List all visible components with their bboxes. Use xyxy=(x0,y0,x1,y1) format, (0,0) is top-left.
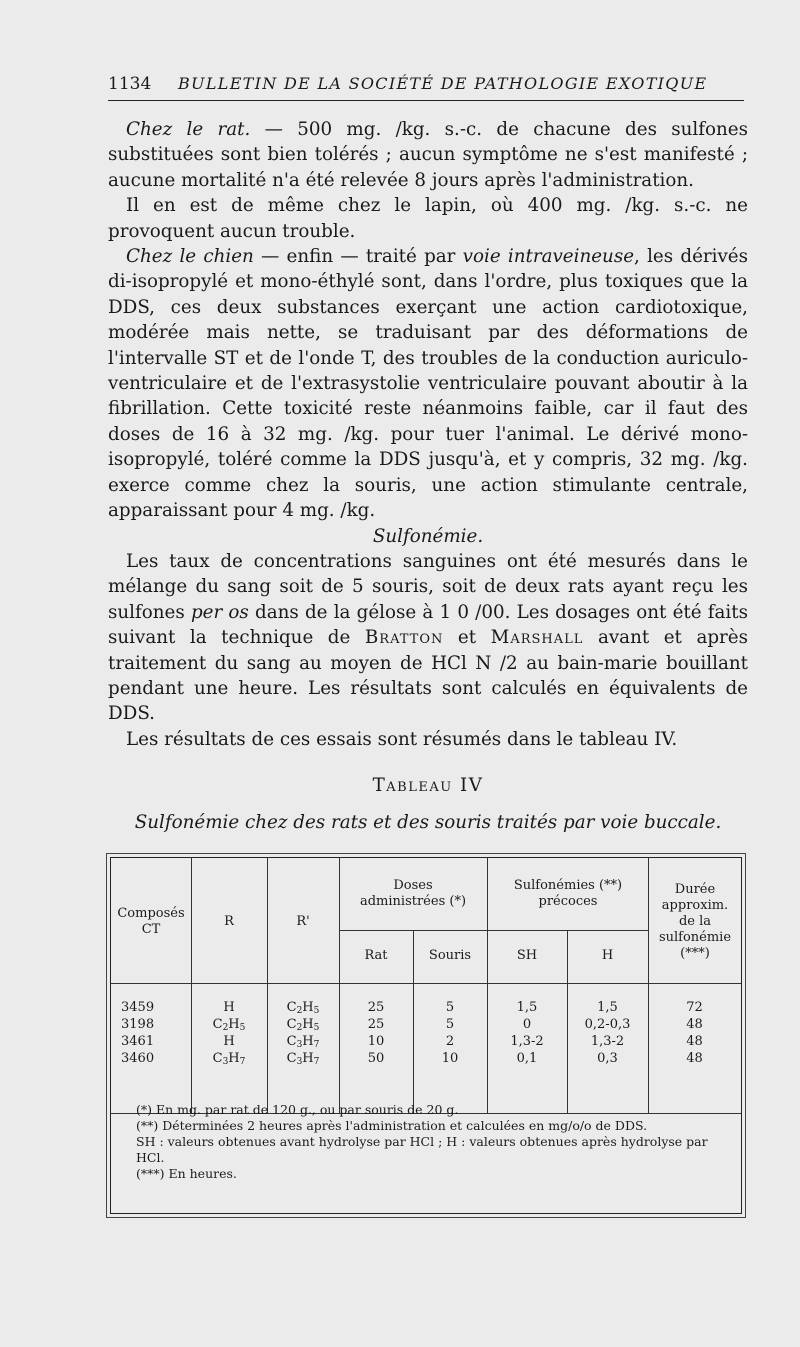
table-cell-h: 0,2-0,3 xyxy=(584,1017,631,1032)
table-cell-r: H xyxy=(223,1000,235,1015)
table-cell-rat: 25 xyxy=(367,1017,385,1032)
table-cell-ct: 3461 xyxy=(121,1034,155,1049)
table-cell-h: 1,5 xyxy=(597,1000,618,1015)
section-title: Sulfonémie. xyxy=(372,525,484,547)
table-cell-ct: 3459 xyxy=(121,1000,155,1015)
table-cell-rat: 50 xyxy=(367,1051,385,1066)
header-rprime: R' xyxy=(296,914,310,929)
table-cell-souris: 5 xyxy=(445,1017,455,1032)
table-notes xyxy=(136,1102,736,1182)
table-cell-sh: 0,1 xyxy=(516,1051,538,1066)
header-duree: Durée approxim. de la sulfonémie (***) xyxy=(658,882,732,961)
note-2: (**) Déterminées 2 heures après l'administration et calculées en mg/o/o de DDS. xyxy=(136,1118,648,1133)
col-divider xyxy=(191,858,192,1113)
table-cell-h: 0,3 xyxy=(597,1051,618,1066)
table-cell-rprime: $C_3H_7$ xyxy=(286,1034,320,1050)
running-title: BULLETIN DE LA SOCIÉTÉ DE PATHOLOGIE EXOTIQUE xyxy=(178,74,708,93)
note-1: (*) En mg. par rat de 120 g., ou par souris de 20 g. xyxy=(136,1102,459,1117)
header-rat: Rat xyxy=(364,948,388,963)
paragraph-chien: Chez le chien — enfin — traité par voie intraveineuse, les dérivés di-isopropylé et mono-éthylé sont, dans l'ordre, plus toxiques que la DDS, ces deux substances exerçant une action cardiotoxique, modérée mais nette, se traduisant par des déformations de l'intervalle ST et de l'onde T, des troubles de la conduction auriculo-ventriculaire et de l'extrasystolie ventriculaire pouvant aboutir à la fibrillation. Cette toxicité reste néanmoins faible, car il faut des doses de 16 à 32 mg. /kg. pour tuer l'animal. Le dérivé mono-isopropylé, toléré comme la DDS jusqu'à, et y compris, 32 mg. /kg. exerce comme chez la souris, une action stimulante centrale, apparaissant pour 4 mg. /kg. xyxy=(108,246,749,522)
note-3: SH : valeurs obtenues avant hydrolyse par HCl ; H : valeurs obtenues après hydrolyse par HCl. xyxy=(136,1134,708,1165)
table-label: Tableau IV xyxy=(372,775,484,796)
table-cell-ct: 3198 xyxy=(121,1017,155,1032)
running-header xyxy=(108,72,744,101)
paragraph-rat: Chez le rat. — 500 mg. /kg. s.-c. de chacune des sulfones substituées sont bien tolérés ; aucun symptôme ne s'est manifesté ; aucune mortalité n'a été relevée 8 jours après l'administration. xyxy=(108,119,749,191)
page-number: 1134 xyxy=(108,74,152,94)
table-cell-sh: 0 xyxy=(522,1017,532,1032)
header-compose: Composés CT xyxy=(117,906,185,937)
table-cell-duree: 72 xyxy=(686,1000,703,1015)
col-divider xyxy=(339,858,340,1113)
table-cell-sh: 1,5 xyxy=(516,1000,538,1015)
table-cell-r: H xyxy=(223,1034,235,1049)
body-text xyxy=(108,117,748,752)
table-cell-souris: 2 xyxy=(445,1034,455,1049)
col-divider xyxy=(648,858,649,1113)
table-cell-rprime: $C_2H_5$ xyxy=(286,1017,320,1033)
subheader-line xyxy=(339,930,648,931)
table-cell-rat: 10 xyxy=(367,1034,385,1049)
header-r: R xyxy=(224,914,234,929)
col-divider xyxy=(267,858,268,1113)
table-cell-sh: 1,3-2 xyxy=(510,1034,544,1049)
header-h: H xyxy=(601,948,614,963)
table-cell-r: $C_2H_5$ xyxy=(212,1017,246,1033)
table-caption: Sulfonémie chez des rats et des souris traités par voie buccale. xyxy=(134,812,722,833)
table-cell-r: $C_3H_7$ xyxy=(212,1051,246,1067)
table-cell-duree: 48 xyxy=(686,1017,703,1032)
table-cell-duree: 48 xyxy=(686,1051,703,1066)
paragraph-concentrations: Les taux de concentrations sanguines ont été mesurés dans le mélange du sang soit de 5 souris, soit de deux rats ayant reçu les sulfones per os dans de la gélose à 1 0 /00. Les dosages ont été faits suivant la technique de Bratton et Marshall avant et après traitement du sang au moyen de HCl N /2 au bain-marie bouillant pendant une heure. Les résultats sont calculés en équivalents de DDS. xyxy=(108,550,748,725)
table-cell-h: 1,3-2 xyxy=(590,1034,625,1049)
col-divider xyxy=(487,858,488,1113)
header-sh: SH xyxy=(516,948,538,963)
table-cell-souris: 10 xyxy=(441,1051,459,1066)
table-cell-ct: 3460 xyxy=(121,1051,155,1066)
table-cell-duree: 48 xyxy=(686,1034,703,1049)
table-cell-souris: 5 xyxy=(445,1000,455,1015)
paragraph-resultats: Les résultats de ces essais sont résumés dans le tableau IV. xyxy=(126,728,678,750)
note-4: (***) En heures. xyxy=(136,1166,237,1181)
table-cell-rat: 25 xyxy=(367,1000,385,1015)
header-souris: Souris xyxy=(428,948,472,963)
header-line xyxy=(111,983,741,984)
header-sulfonemies: Sulfonémies (**) précoces xyxy=(513,878,623,909)
paragraph-lapin: Il en est de même chez le lapin, où 400 mg. /kg. s.-c. ne provoquent aucun trouble. xyxy=(108,195,748,242)
table-cell-rprime: $C_2H_5$ xyxy=(286,1000,320,1016)
header-doses: Doses administrées (*) xyxy=(359,878,467,909)
table-cell-rprime: $C_3H_7$ xyxy=(286,1051,320,1067)
